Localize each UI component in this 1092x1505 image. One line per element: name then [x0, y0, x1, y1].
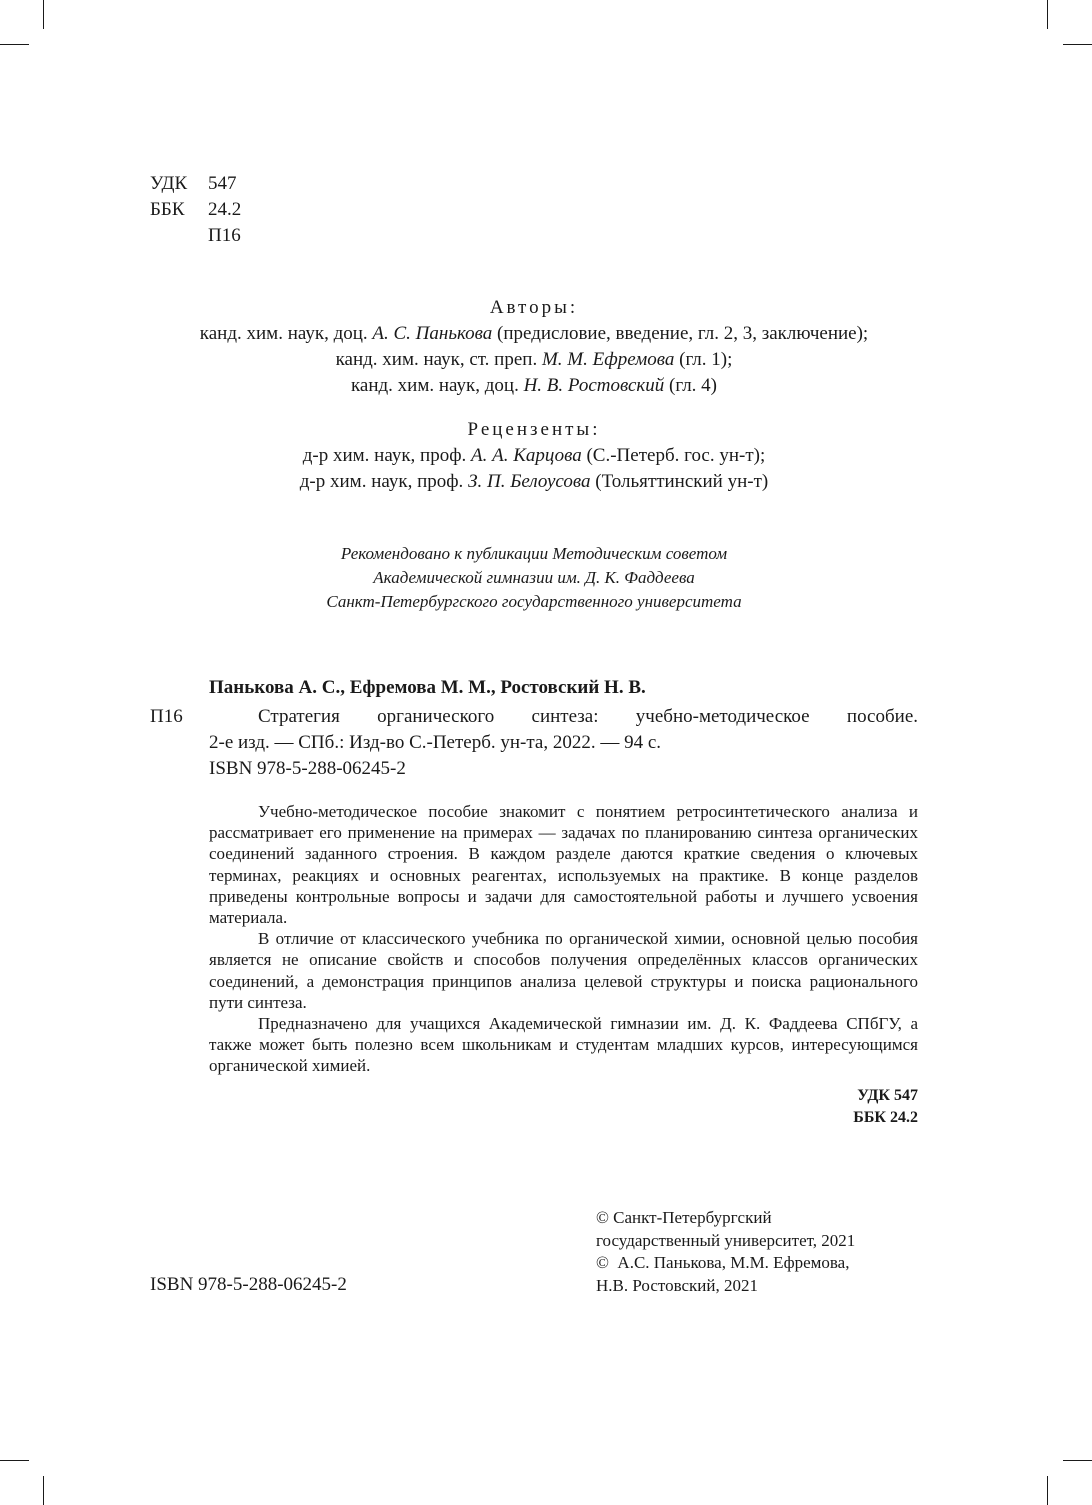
- author-mark: П16: [208, 225, 241, 246]
- copyright-line: государственный университет, 2021: [596, 1230, 856, 1250]
- copyright-block: [596, 1207, 855, 1297]
- copyright-line: Н.В. Ростовский, 2021: [596, 1275, 758, 1295]
- authors-heading: Авторы:: [489, 297, 579, 318]
- abstract-paragraph: В отличие от классического учебника по органической химии, основной целью пособия является не описание свойств и способов получения определённых классов органических соединений, а демонстрация принципов анализа целевой структуры и поиска рационального пути синтеза.: [209, 929, 918, 1012]
- reviewers-heading: Рецензенты:: [467, 419, 601, 440]
- citation-mark: П16: [150, 706, 183, 727]
- reviewers-block: [150, 417, 918, 495]
- reviewer-line: д-р хим. наук, проф. А. А. Карцова (С.-Петерб. гос. ун-т);: [302, 445, 766, 466]
- crop-mark: [1063, 44, 1092, 45]
- classification-block: [150, 171, 241, 249]
- reviewer-line: д-р хим. наук, проф. З. П. Белоусова (Тольяттинский ун-т): [299, 471, 769, 492]
- crop-mark: [0, 44, 29, 45]
- authors-block: [150, 295, 918, 399]
- bottom-isbn: ISBN 978-5-288-06245-2: [150, 1274, 347, 1295]
- bbk-value: 24.2: [208, 199, 242, 220]
- citation-title: Стратегия органического синтеза: учебно-методическое пособие.: [258, 706, 918, 727]
- recommendation-line: Академической гимназии им. Д. К. Фаддеева: [373, 568, 695, 587]
- abstract-paragraph: Предназначено для учащихся Академической гимназии им. Д. К. Фаддеева СПбГУ, а также может быть полезно всем школьникам и студентам младших курсов, интересующимся органической химией.: [209, 1014, 918, 1076]
- recommendation-line: Санкт-Петербургского государственного университета: [326, 592, 742, 611]
- citation-edition: 2-е изд. — СПб.: Изд-во С.-Петерб. ун-та, 2022. — 94 с.: [209, 732, 662, 753]
- bottom-bbk: ББК 24.2: [853, 1109, 918, 1126]
- copyright-line: © А.С. Панькова, М.М. Ефремова,: [596, 1253, 850, 1272]
- author-line: канд. хим. наук, ст. преп. М. М. Ефремова (гл. 1);: [335, 349, 733, 370]
- citation-isbn: ISBN 978-5-288-06245-2: [209, 758, 406, 779]
- bbk-label: ББК: [150, 199, 185, 220]
- crop-mark: [43, 1476, 44, 1505]
- author-line: канд. хим. наук, доц. Н. В. Ростовский (гл. 4): [350, 375, 718, 396]
- bottom-classification: [853, 1085, 918, 1129]
- author-line: канд. хим. наук, доц. А. С. Панькова (предисловие, введение, гл. 2, 3, заключение);: [199, 323, 869, 344]
- abstract: [209, 801, 918, 1077]
- udk-label: УДК: [150, 173, 188, 194]
- crop-mark: [0, 1460, 29, 1461]
- crop-mark: [1047, 0, 1048, 29]
- copyright-line: © Санкт-Петербургский: [596, 1208, 772, 1227]
- citation-authors: Панькова А. С., Ефремова М. М., Ростовский Н. В.: [209, 677, 646, 698]
- udk-value: 547: [208, 173, 237, 194]
- recommendation-block: [150, 542, 918, 614]
- bottom-udk: УДК 547: [857, 1087, 918, 1104]
- recommendation-line: Рекомендовано к публикации Методическим советом: [340, 544, 728, 563]
- citation-body: [209, 704, 918, 782]
- crop-mark: [1063, 1460, 1092, 1461]
- abstract-paragraph: Учебно-методическое пособие знакомит с понятием ретросинтетического анализа и рассматривает его применение на примерах — задачах по планированию синтеза органических соединений заданного строения. В каждом разделе даются краткие сведения о ключевых терминах, реакциях и основных реагентах, используемых на практике. В конце разделов приведены контрольные вопросы и задачи для самостоятельной работы и лучшего усвоения материала.: [209, 802, 918, 928]
- crop-mark: [43, 0, 44, 29]
- crop-mark: [1047, 1476, 1048, 1505]
